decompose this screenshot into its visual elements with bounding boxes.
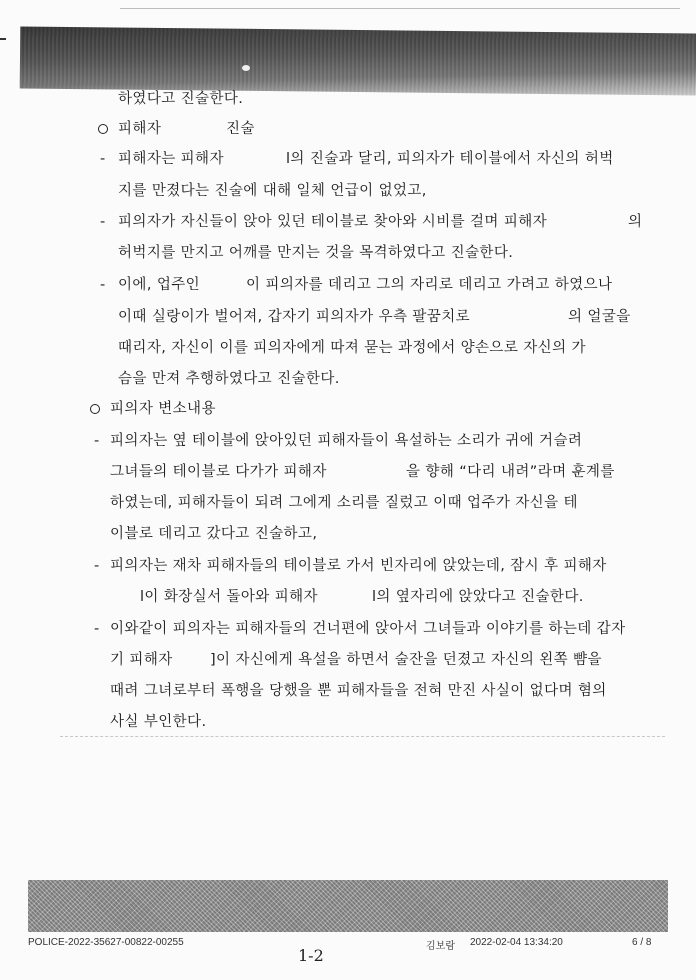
text-line: ]이 자신에게 욕설을 하면서 술잔을 던졌고 자신의 왼쪽 뺨을 [210,652,602,668]
section-heading: 피해자 [118,121,162,137]
text-line: 의 [628,214,643,230]
handwritten-mark: 1-2 [298,946,324,965]
timestamp: 2022-02-04 13:34:20 [470,937,563,948]
text-line: 하였다고 진술한다. [118,91,244,107]
text-line: 이와같이 피의자는 피해자들의 건너편에 앉아서 그녀들과 이야기를 하는데 갑자 [110,621,626,637]
bottom-scan-band [28,880,668,932]
section-heading: 피의자 변소내용 [110,401,216,417]
text-line: 의 얼굴을 [568,309,631,325]
text-line: 피의자가 자신들이 앉아 있던 테이블로 찾아와 시비를 걸며 피해자 [118,214,548,230]
dash-bullet: - [100,151,106,167]
bullet-circle-icon [98,124,108,134]
text-line: 피의자는 옆 테이블에 앉아있던 피해자들이 욕설하는 소리가 귀에 거슬려 [110,433,583,449]
text-line: 사실 부인한다. [110,714,207,730]
scan-edge-line [120,8,680,9]
text-line: 기 피해자 [110,652,173,668]
text-line: 허벅지를 만지고 어깨를 만지는 것을 목격하였다고 진술한다. [118,245,514,261]
dash-bullet: - [100,277,106,293]
text-line: 이 피의자를 데리고 그의 자리로 데리고 가려고 하였으나 [246,277,613,293]
text-line: 때려 그녀로부터 폭행을 당했을 뿐 피해자들을 전혀 만진 사실이 없다며 혐의 [110,683,607,699]
officer-name: 김보람 [426,941,455,952]
scan-spot [242,65,250,71]
text-line: 하였는데, 피해자들이 되려 그에게 소리를 질렀고 이때 업주가 자신을 테 [110,495,578,511]
section-divider [60,736,665,737]
text-line: 이때 실랑이가 벌어져, 갑자기 피의자가 우측 팔꿈치로 [118,309,471,325]
dash-bullet: - [94,433,100,449]
section-heading: 진술 [226,121,255,137]
text-line: 때리자, 자신이 이를 피의자에게 따져 묻는 과정에서 양손으로 자신의 가 [118,340,586,356]
text-line: 지를 만졌다는 진술에 대해 일체 언급이 없었고, [118,183,427,199]
page-number: 6 / 8 [632,937,652,948]
text-line: l의 옆자리에 앉았다고 진술한다. [372,589,584,605]
scan-corner-mark [0,38,6,40]
top-scan-band [20,26,696,95]
document-id: POLICE-2022-35627-00822-00255 [28,937,184,948]
text-line: 그녀들의 테이블로 다가가 피해자 [110,464,327,480]
text-line: l의 진술과 달리, 피의자가 테이블에서 자신의 허벅 [286,151,614,167]
bullet-circle-icon [90,404,100,414]
text-line: 피해자는 피해자 [118,151,224,167]
text-line: 피의자는 재차 피해자들의 테이블로 가서 빈자리에 앉았는데, 잠시 후 피해자 [110,558,607,574]
dash-bullet: - [94,558,100,574]
text-line: 슴을 만져 추행하였다고 진술한다. [118,371,340,387]
text-line: l이 화장실서 돌아와 피해자 [140,589,318,605]
text-line: 이블로 데리고 갔다고 진술하고, [110,526,318,542]
dash-bullet: - [94,621,100,637]
dash-bullet: - [100,214,106,230]
text-line: 을 향해 “다리 내려”라며 훈계를 [406,464,615,480]
text-line: 이에, 업주인 [118,277,201,293]
